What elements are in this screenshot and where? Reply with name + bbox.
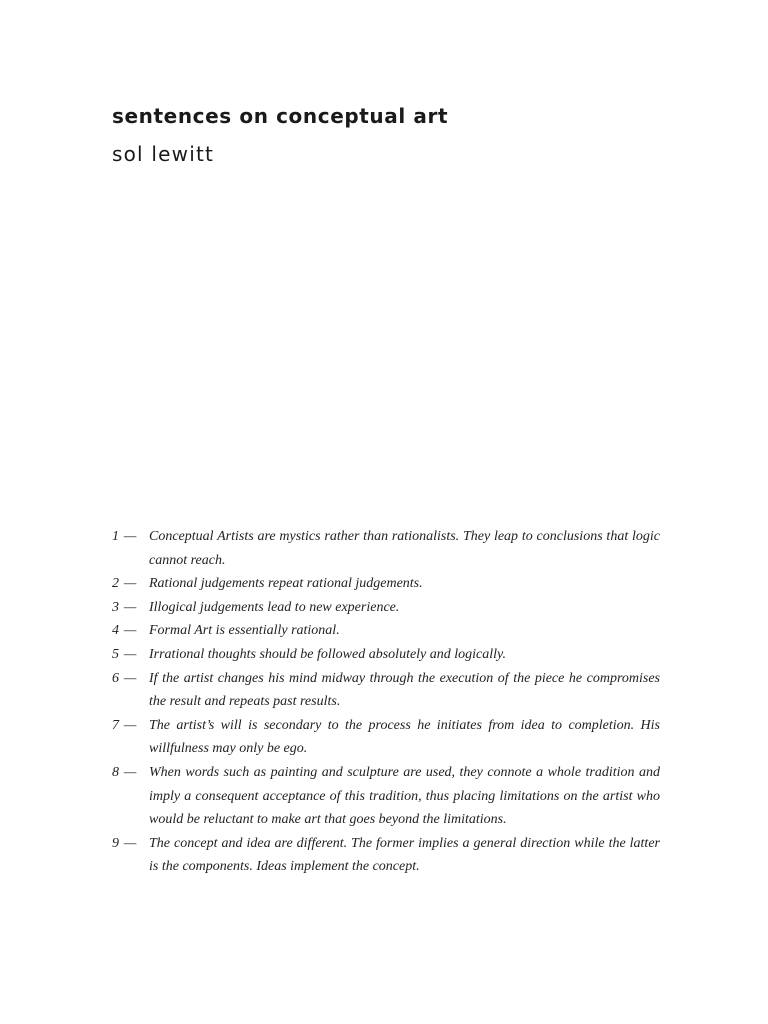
sentence-number — [112, 572, 149, 596]
page-title: sentences on conceptual art — [112, 104, 449, 128]
list-item — [112, 619, 660, 643]
sentence-number-value: 4 — [112, 623, 119, 639]
sentence-text: Formal Art is essentially rational. — [149, 623, 340, 639]
sentence-text: Conceptual Artists are mystics rather than rationalists. They leap to conclusions that logic cannot reach. — [149, 529, 660, 568]
list-item — [112, 572, 660, 596]
sentence-number — [112, 667, 149, 691]
sentence-separator: — — [123, 623, 137, 639]
list-item — [112, 643, 660, 667]
sentence-text: The artist’s will is secondary to the process he initiates from idea to completion. His willfulness may only be ego. — [149, 717, 660, 757]
sentence-separator: — — [123, 529, 137, 544]
sentence-text: The concept and idea are different. The former implies a general direction while the latter is the components. Ideas implement the concept. — [149, 835, 660, 875]
sentence-text: When words such as painting and sculpture are used, they connote a whole tradition and imply a consequent acceptance of this tradition, thus placing limitations on the artist who would be reluctant to make art that goes beyond the limitations. — [149, 764, 660, 828]
list-item — [112, 714, 660, 761]
sentence-number — [112, 619, 149, 643]
sentence-number-value: 6 — [112, 670, 119, 686]
sentence-separator: — — [123, 764, 137, 780]
list-item — [112, 667, 660, 714]
sentence-number-value: 8 — [112, 764, 119, 780]
sentence-number — [112, 832, 149, 856]
sentence-text: Illogical judgements lead to new experience. — [149, 599, 400, 615]
sentence-number-value: 5 — [112, 646, 119, 662]
author-name: sol lewitt — [112, 142, 215, 166]
sentence-number-value: 7 — [112, 717, 119, 733]
list-item — [112, 832, 660, 879]
sentence-text: Irrational thoughts should be followed absolutely and logically. — [149, 646, 506, 662]
sentence-number — [112, 596, 149, 620]
sentence-text: If the artist changes his mind midway through the execution of the piece he compromises the result and repeats past results. — [149, 670, 660, 710]
sentence-number-value: 9 — [112, 835, 119, 851]
sentence-text: Rational judgements repeat rational judgements. — [149, 576, 423, 592]
sentence-list — [112, 525, 660, 879]
sentence-separator: — — [123, 646, 137, 662]
sentence-separator: — — [123, 576, 137, 592]
sentence-number — [112, 643, 149, 667]
sentence-separator: — — [123, 670, 137, 686]
list-item — [112, 525, 660, 572]
sentence-separator: — — [123, 599, 137, 615]
list-item — [112, 761, 660, 832]
sentence-separator: — — [123, 717, 137, 733]
list-item — [112, 596, 660, 620]
sentence-number — [112, 525, 149, 549]
sentence-number — [112, 761, 149, 785]
sentence-number-value: 3 — [112, 599, 119, 615]
sentence-number — [112, 714, 149, 738]
sentence-number-value: 1 — [112, 529, 119, 544]
sentence-separator: — — [123, 835, 137, 851]
sentence-number-value: 2 — [112, 576, 119, 592]
